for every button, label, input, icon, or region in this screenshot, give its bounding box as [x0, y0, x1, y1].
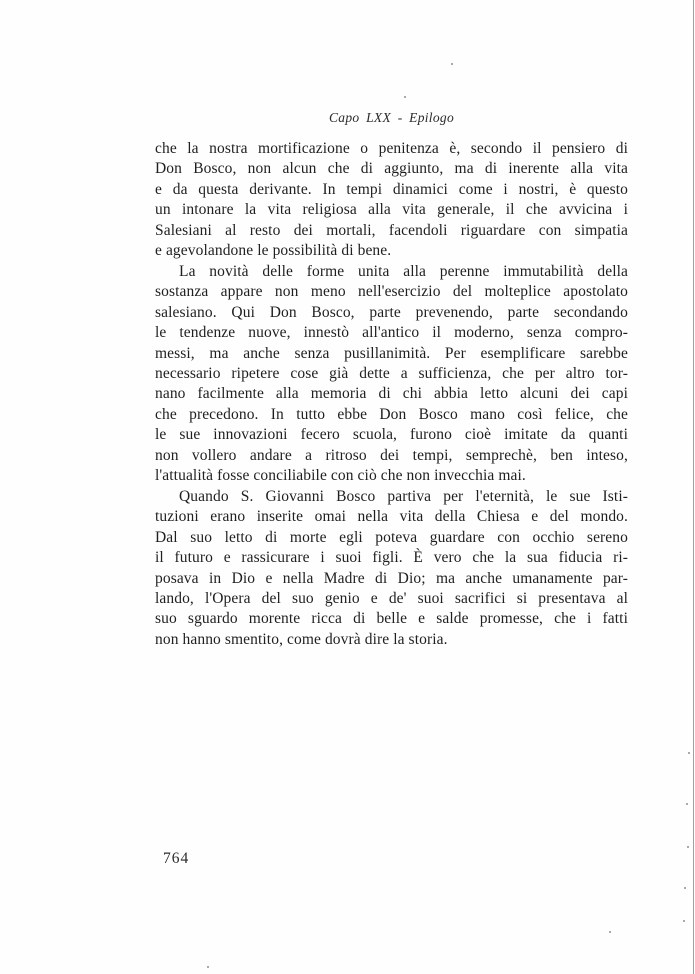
scan-speck	[687, 846, 689, 848]
paragraph	[155, 487, 628, 651]
scan-speck	[609, 931, 611, 933]
text-line: lando, l'Opera del suo genio e de' suoi sacrifici si presentava al	[155, 589, 628, 607]
scan-speck	[404, 96, 406, 98]
text-line: e da questa derivante. In tempi dinamici come i nostri, è questo	[155, 180, 628, 198]
text-line: che precedono. In tutto ebbe Don Bosco mano così felice, che	[155, 405, 628, 423]
text-line: La novità delle forme unita alla perenne immutabilità della	[179, 262, 628, 280]
text-line: non hanno smentito, come dovrà dire la storia.	[155, 630, 448, 648]
text-line: posava in Dio e nella Madre di Dio; ma anche umanamente par-	[155, 569, 628, 587]
text-line: il futuro e rassicurare i suoi figli. È vero che la sua fiducia ri-	[155, 549, 628, 567]
page-body-text	[155, 139, 628, 650]
text-line: le sue innovazioni fecero scuola, furono cioè imitate da quanti	[155, 426, 628, 444]
text-line: messi, ma anche senza pusillanimità. Per esemplificare sarebbe	[155, 344, 628, 362]
text-line: Quando S. Giovanni Bosco partiva per l'eternità, le sue Isti-	[179, 487, 628, 505]
scan-page-edge-line	[693, 0, 695, 974]
scan-speck	[451, 63, 453, 65]
paragraph	[155, 262, 628, 487]
text-line: le tendenze nuove, innestò all'antico il moderno, senza compro-	[155, 324, 628, 342]
text-line: e agevolandone le possibilità di bene.	[155, 242, 392, 260]
text-line: salesiano. Qui Don Bosco, parte prevenendo, parte secondando	[155, 303, 628, 321]
scan-speck	[684, 887, 686, 889]
scan-speck	[686, 803, 688, 805]
paragraph	[155, 139, 628, 262]
text-line: che la nostra mortificazione o penitenza è, secondo il pensiero di	[155, 140, 628, 157]
scan-speck	[683, 920, 685, 922]
text-line: un intonare la vita religiosa alla vita generale, il che avvicina i	[155, 201, 628, 219]
text-line: suo sguardo morente ricca di belle e salde promesse, che i fatti	[155, 610, 628, 628]
text-line: tuzioni erano inserite omai nella vita della Chiesa e del mondo.	[155, 508, 628, 526]
text-line: Salesiani al resto dei mortali, facendoli riguardare con simpatia	[155, 221, 628, 239]
page-number: 764	[163, 850, 190, 867]
scan-speck	[207, 966, 209, 968]
text-line: non vollero andare a ritroso dei tempi, semprechè, ben inteso,	[155, 446, 628, 464]
text-line: necessario ripetere cose già dette a sufficienza, che per altro tor-	[155, 364, 628, 382]
text-line: l'attualità fosse conciliabile con ciò che non invecchia mai.	[155, 467, 526, 485]
text-line: Dal suo letto di morte egli poteva guardare con occhio sereno	[155, 528, 628, 546]
text-line: nano facilmente alla memoria di chi abbia letto alcuni dei capi	[155, 385, 628, 403]
text-line: Don Bosco, non alcun che di aggiunto, ma di inerente alla vita	[155, 160, 628, 178]
text-line: sostanza appare non meno nell'esercizio del molteplice apostolato	[155, 283, 628, 301]
running-header: Capo LXX - Epilogo	[328, 110, 455, 125]
scan-speck	[688, 752, 690, 754]
